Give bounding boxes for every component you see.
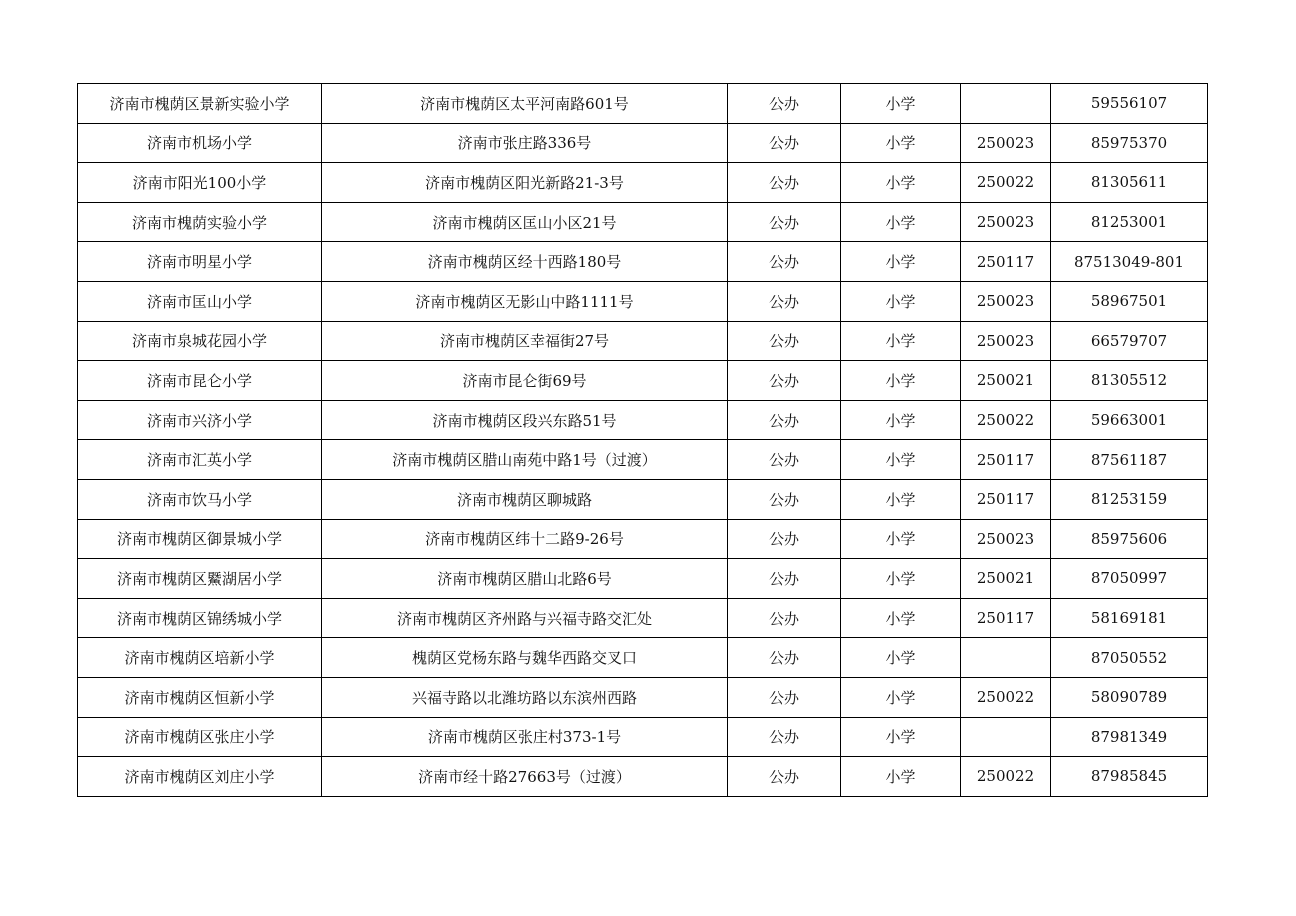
school-name-cell: 济南市槐荫实验小学 xyxy=(78,202,322,242)
phone-cell: 81253001 xyxy=(1051,202,1208,242)
phone-cell: 87513049-801 xyxy=(1051,242,1208,282)
postcode-cell: 250022 xyxy=(961,677,1051,717)
address-cell: 济南市槐荫区聊城路 xyxy=(322,479,728,519)
school-type-cell: 公办 xyxy=(728,84,841,124)
school-name-cell: 济南市槐荫区鱀湖居小学 xyxy=(78,559,322,599)
phone-cell: 87985845 xyxy=(1051,757,1208,797)
school-level-cell: 小学 xyxy=(841,440,961,480)
address-cell: 兴福寺路以北潍坊路以东滨州西路 xyxy=(322,677,728,717)
address-cell: 济南市张庄路336号 xyxy=(322,123,728,163)
phone-cell: 85975606 xyxy=(1051,519,1208,559)
address-cell: 济南市槐荫区腊山南苑中路1号（过渡） xyxy=(322,440,728,480)
school-type-cell: 公办 xyxy=(728,717,841,757)
phone-cell: 87561187 xyxy=(1051,440,1208,480)
phone-cell: 81253159 xyxy=(1051,479,1208,519)
school-type-cell: 公办 xyxy=(728,400,841,440)
postcode-cell xyxy=(961,638,1051,678)
address-cell: 济南市经十路27663号（过渡） xyxy=(322,757,728,797)
phone-cell: 87981349 xyxy=(1051,717,1208,757)
school-level-cell: 小学 xyxy=(841,717,961,757)
address-cell: 槐荫区党杨东路与魏华西路交叉口 xyxy=(322,638,728,678)
school-type-cell: 公办 xyxy=(728,361,841,401)
school-name-cell: 济南市匡山小学 xyxy=(78,281,322,321)
school-name-cell: 济南市兴济小学 xyxy=(78,400,322,440)
address-cell: 济南市槐荫区段兴东路51号 xyxy=(322,400,728,440)
school-table xyxy=(77,83,1208,797)
phone-cell: 59663001 xyxy=(1051,400,1208,440)
postcode-cell: 250022 xyxy=(961,400,1051,440)
school-level-cell: 小学 xyxy=(841,638,961,678)
postcode-cell: 250023 xyxy=(961,281,1051,321)
school-type-cell: 公办 xyxy=(728,163,841,203)
school-name-cell: 济南市槐荫区御景城小学 xyxy=(78,519,322,559)
postcode-cell: 250023 xyxy=(961,202,1051,242)
table-row xyxy=(78,163,1208,203)
school-name-cell: 济南市汇英小学 xyxy=(78,440,322,480)
school-type-cell: 公办 xyxy=(728,281,841,321)
school-level-cell: 小学 xyxy=(841,559,961,599)
postcode-cell: 250117 xyxy=(961,242,1051,282)
table-row xyxy=(78,440,1208,480)
table-row xyxy=(78,361,1208,401)
school-name-cell: 济南市槐荫区培新小学 xyxy=(78,638,322,678)
school-type-cell: 公办 xyxy=(728,559,841,599)
table-row xyxy=(78,559,1208,599)
school-level-cell: 小学 xyxy=(841,321,961,361)
table-row xyxy=(78,717,1208,757)
phone-cell: 81305512 xyxy=(1051,361,1208,401)
school-level-cell: 小学 xyxy=(841,281,961,321)
address-cell: 济南市槐荫区齐州路与兴福寺路交汇处 xyxy=(322,598,728,638)
table-row xyxy=(78,321,1208,361)
school-level-cell: 小学 xyxy=(841,361,961,401)
school-name-cell: 济南市槐荫区张庄小学 xyxy=(78,717,322,757)
postcode-cell: 250022 xyxy=(961,163,1051,203)
school-level-cell: 小学 xyxy=(841,123,961,163)
address-cell: 济南市槐荫区腊山北路6号 xyxy=(322,559,728,599)
table-row xyxy=(78,519,1208,559)
school-type-cell: 公办 xyxy=(728,479,841,519)
postcode-cell xyxy=(961,84,1051,124)
school-level-cell: 小学 xyxy=(841,202,961,242)
school-type-cell: 公办 xyxy=(728,677,841,717)
phone-cell: 87050997 xyxy=(1051,559,1208,599)
school-type-cell: 公办 xyxy=(728,321,841,361)
address-cell: 济南市槐荫区匡山小区21号 xyxy=(322,202,728,242)
table-row xyxy=(78,677,1208,717)
school-type-cell: 公办 xyxy=(728,598,841,638)
school-level-cell: 小学 xyxy=(841,757,961,797)
school-name-cell: 济南市阳光100小学 xyxy=(78,163,322,203)
postcode-cell: 250023 xyxy=(961,519,1051,559)
postcode-cell: 250117 xyxy=(961,479,1051,519)
postcode-cell: 250022 xyxy=(961,757,1051,797)
school-type-cell: 公办 xyxy=(728,757,841,797)
postcode-cell: 250117 xyxy=(961,598,1051,638)
postcode-cell: 250117 xyxy=(961,440,1051,480)
table-row xyxy=(78,242,1208,282)
postcode-cell: 250023 xyxy=(961,321,1051,361)
address-cell: 济南市槐荫区经十西路180号 xyxy=(322,242,728,282)
phone-cell: 58169181 xyxy=(1051,598,1208,638)
phone-cell: 59556107 xyxy=(1051,84,1208,124)
school-name-cell: 济南市明星小学 xyxy=(78,242,322,282)
address-cell: 济南市槐荫区太平河南路601号 xyxy=(322,84,728,124)
table-row xyxy=(78,638,1208,678)
school-type-cell: 公办 xyxy=(728,123,841,163)
table-row xyxy=(78,598,1208,638)
school-level-cell: 小学 xyxy=(841,400,961,440)
school-level-cell: 小学 xyxy=(841,242,961,282)
phone-cell: 58967501 xyxy=(1051,281,1208,321)
table-row xyxy=(78,281,1208,321)
table-row xyxy=(78,757,1208,797)
school-name-cell: 济南市槐荫区刘庄小学 xyxy=(78,757,322,797)
school-level-cell: 小学 xyxy=(841,598,961,638)
postcode-cell: 250021 xyxy=(961,361,1051,401)
table-row xyxy=(78,123,1208,163)
phone-cell: 58090789 xyxy=(1051,677,1208,717)
school-table-body xyxy=(78,84,1208,797)
school-level-cell: 小学 xyxy=(841,163,961,203)
school-level-cell: 小学 xyxy=(841,479,961,519)
school-name-cell: 济南市饮马小学 xyxy=(78,479,322,519)
address-cell: 济南市昆仑街69号 xyxy=(322,361,728,401)
school-name-cell: 济南市昆仑小学 xyxy=(78,361,322,401)
school-type-cell: 公办 xyxy=(728,202,841,242)
school-level-cell: 小学 xyxy=(841,677,961,717)
postcode-cell: 250023 xyxy=(961,123,1051,163)
address-cell: 济南市槐荫区纬十二路9-26号 xyxy=(322,519,728,559)
table-row xyxy=(78,202,1208,242)
postcode-cell xyxy=(961,717,1051,757)
table-row xyxy=(78,479,1208,519)
address-cell: 济南市槐荫区幸福街27号 xyxy=(322,321,728,361)
school-type-cell: 公办 xyxy=(728,519,841,559)
phone-cell: 85975370 xyxy=(1051,123,1208,163)
school-level-cell: 小学 xyxy=(841,84,961,124)
school-level-cell: 小学 xyxy=(841,519,961,559)
phone-cell: 66579707 xyxy=(1051,321,1208,361)
school-type-cell: 公办 xyxy=(728,638,841,678)
table-row xyxy=(78,400,1208,440)
school-type-cell: 公办 xyxy=(728,440,841,480)
school-name-cell: 济南市槐荫区锦绣城小学 xyxy=(78,598,322,638)
school-name-cell: 济南市槐荫区景新实验小学 xyxy=(78,84,322,124)
address-cell: 济南市槐荫区张庄村373-1号 xyxy=(322,717,728,757)
address-cell: 济南市槐荫区无影山中路1111号 xyxy=(322,281,728,321)
school-type-cell: 公办 xyxy=(728,242,841,282)
school-name-cell: 济南市槐荫区恒新小学 xyxy=(78,677,322,717)
postcode-cell: 250021 xyxy=(961,559,1051,599)
phone-cell: 87050552 xyxy=(1051,638,1208,678)
address-cell: 济南市槐荫区阳光新路21-3号 xyxy=(322,163,728,203)
school-name-cell: 济南市泉城花园小学 xyxy=(78,321,322,361)
table-row xyxy=(78,84,1208,124)
school-name-cell: 济南市机场小学 xyxy=(78,123,322,163)
phone-cell: 81305611 xyxy=(1051,163,1208,203)
